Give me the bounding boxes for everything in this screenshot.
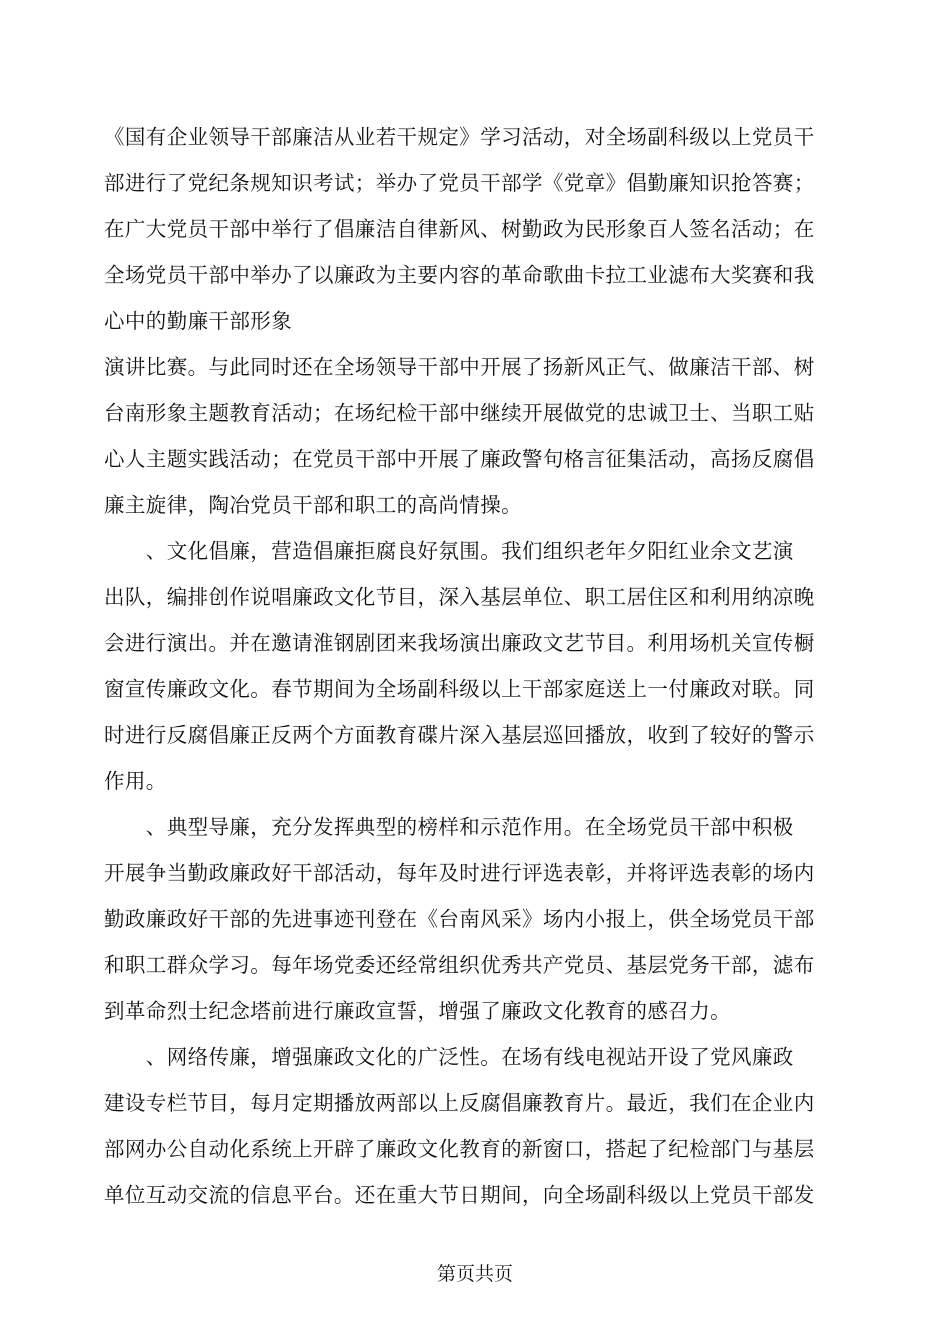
text-line: 到革命烈士纪念塔前进行廉政宣誓，增强了廉政文化教育的感召力。 (104, 999, 731, 1023)
text-line: 出队，编排创作说唱廉政文化节目，深入基层单位、职工居住区和利用纳凉晚 (104, 585, 815, 609)
text-line: 、典型导廉，充分发挥典型的榜样和示范作用。在全场党员干部中积极 (104, 815, 794, 839)
text-line: 、网络传廉，增强廉政文化的广泛性。在场有线电视站开设了党风廉政 (104, 1045, 794, 1069)
document-body (104, 114, 844, 1218)
text-line: 在广大党员干部中举行了倡廉洁自律新风、树勤政为民形象百人签名活动；在 (104, 217, 815, 241)
text-line: 单位互动交流的信息平台。还在重大节日期间，向全场副科级以上党员干部发 (104, 1183, 815, 1207)
text-line: 作用。 (104, 769, 167, 793)
text-line: 全场党员干部中举办了以廉政为主要内容的革命歌曲卡拉工业滤布大奖赛和我 (104, 263, 815, 287)
paragraph-1 (104, 114, 844, 344)
text-line: 部网办公自动化系统上开辟了廉政文化教育的新窗口，搭起了纪检部门与基层 (104, 1137, 815, 1161)
text-line: 勤政廉政好干部的先进事迹刊登在《台南风采》场内小报上，供全场党员干部 (104, 907, 815, 931)
text-line: 会进行演出。并在邀请淮钢剧团来我场演出廉政文艺节目。利用场机关宣传橱 (104, 631, 815, 655)
text-line: 《国有企业领导干部廉洁从业若干规定》学习活动，对全场副科级以上党员干 (104, 125, 815, 149)
text-line: 台南形象主题教育活动；在场纪检干部中继续开展做党的忠诚卫士、当职工贴 (104, 401, 815, 425)
page-footer: 第页共页 (436, 1263, 513, 1285)
text-line: 演讲比赛。与此同时还在全场领导干部中开展了扬新风正气、做廉洁干部、树 (104, 355, 815, 379)
paragraph-5 (104, 1034, 844, 1218)
text-line: 部进行了党纪条规知识考试；举办了党员干部学《党章》倡勤廉知识抢答赛； (104, 171, 815, 195)
text-line: 心人主题实践活动；在党员干部中开展了廉政警句格言征集活动，高扬反腐倡 (104, 447, 815, 471)
text-line: 窗宣传廉政文化。春节期间为全场副科级以上干部家庭送上一付廉政对联。同 (104, 677, 815, 701)
text-line: 和职工群众学习。每年场党委还经常组织优秀共产党员、基层党务干部，滤布 (104, 953, 815, 977)
paragraph-4 (104, 804, 844, 1034)
text-line: 廉主旋律，陶冶党员干部和职工的高尚情操。 (104, 493, 522, 517)
text-line: 开展争当勤政廉政好干部活动，每年及时进行评选表彰，并将评选表彰的场内 (104, 861, 815, 885)
text-line: 心中的勤廉干部形象 (104, 309, 293, 333)
text-line: 时进行反腐倡廉正反两个方面教育碟片深入基层巡回播放，收到了较好的警示 (104, 723, 815, 747)
text-line: 、文化倡廉，营造倡廉拒腐良好氛围。我们组织老年夕阳红业余文艺演 (104, 539, 794, 563)
paragraph-3 (104, 528, 844, 804)
paragraph-2 (104, 344, 844, 528)
text-line: 建设专栏节目，每月定期播放两部以上反腐倡廉教育片。最近，我们在企业内 (104, 1091, 815, 1115)
